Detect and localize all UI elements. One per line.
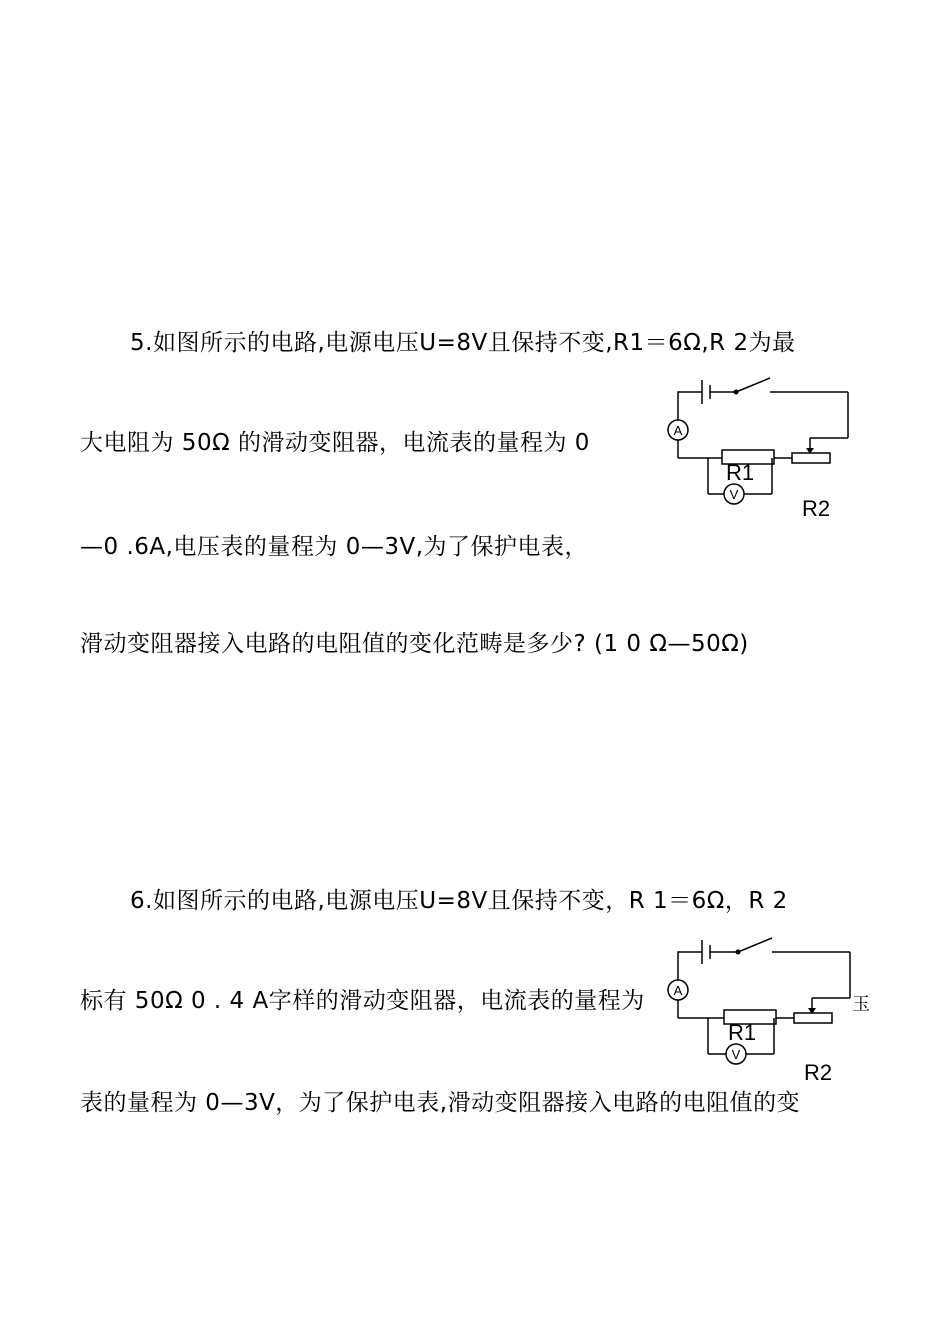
problem5-circuit-diagram [660,370,860,530]
switch-blade [736,378,770,392]
r1-label: R1 [726,460,755,485]
switch-pivot [734,390,739,395]
r2-label: R2 [802,496,831,521]
edge-glyph: 玉 [852,994,870,1015]
voltmeter-label: V [731,1047,741,1062]
r2-label: R2 [804,1060,833,1085]
problem6-line3: 表的量程为 0—3V，为了保护电表,滑动变阻器接入电路的电阻值的变 [80,1090,801,1116]
problem6-circuit-diagram [660,930,872,1090]
top-left-wire [678,392,702,420]
switch-blade [738,938,772,952]
problem6-line2: 标有 50Ω 0 . 4 A字样的滑动变阻器，电流表的量程为 [80,988,645,1014]
problem5-line1: 5.如图所示的电路,电源电压U=8V且保持不变,R1＝6Ω,R 2为最 [130,330,796,356]
r2-rheostat [794,1013,832,1023]
ammeter-label: A [673,423,683,438]
problem5-line3: —0 .6A,电压表的量程为 0—3V,为了保护电表， [80,534,589,560]
problem6-line1: 6.如图所示的电路,电源电压U=8V且保持不变，R 1＝6Ω，R 2 [130,888,788,914]
r2-rheostat [792,453,830,463]
problem5-line2: 大电阻为 50Ω 的滑动变阻器，电流表的量程为 0 [80,430,590,456]
r1-label: R1 [728,1020,757,1045]
voltmeter-label: V [729,487,739,502]
problem5-line4: 滑动变阻器接入电路的电阻值的变化范畴是多少? (1 0 Ω—50Ω) [80,631,749,657]
switch-pivot [736,950,741,955]
ammeter-label: A [673,983,683,998]
